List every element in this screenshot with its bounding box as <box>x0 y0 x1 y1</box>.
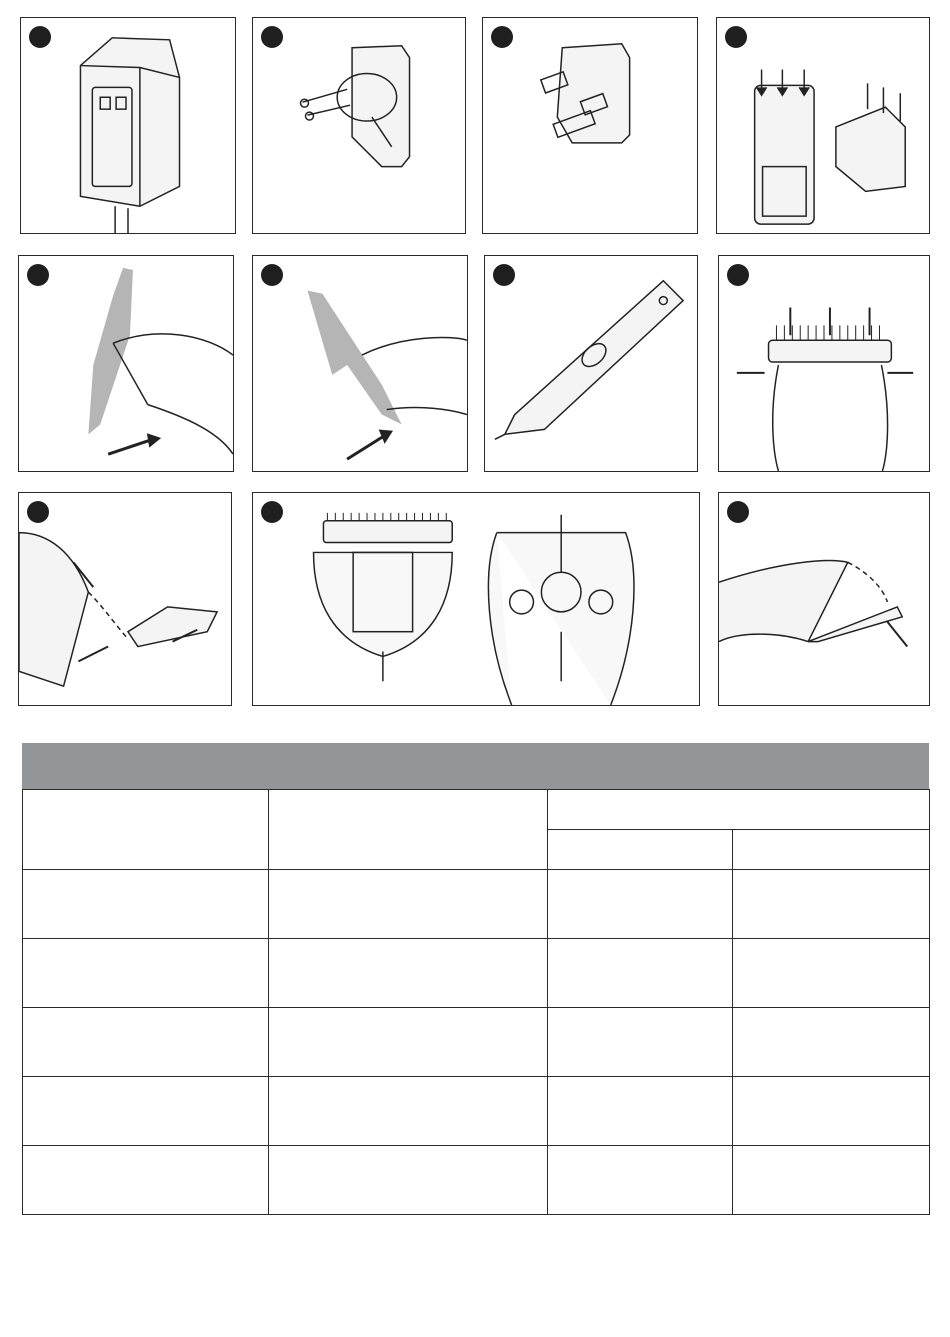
spec-table <box>22 789 930 1215</box>
table-cell <box>733 1077 930 1146</box>
table-row <box>23 1077 930 1146</box>
figure-panel-11 <box>718 492 930 706</box>
table-cell <box>733 830 930 870</box>
table-row <box>23 870 930 939</box>
trimmer-body-icon <box>485 256 697 471</box>
table-cell <box>23 939 269 1008</box>
figure-panel-5 <box>18 255 234 472</box>
table-cell <box>733 939 930 1008</box>
figure-panel-6 <box>252 255 468 472</box>
figure-panel-10 <box>252 492 700 706</box>
table-cell <box>548 1008 733 1077</box>
table-cell <box>23 1146 269 1215</box>
figure-panel-3 <box>482 17 698 234</box>
table-cell <box>548 790 930 830</box>
table-row <box>23 1146 930 1215</box>
table-cell <box>269 790 548 870</box>
blade-reattach-icon <box>719 493 929 705</box>
table-cell <box>733 870 930 939</box>
figure-panel-1 <box>20 17 236 234</box>
table-cell <box>269 1008 548 1077</box>
blade-detach-icon <box>19 493 231 705</box>
table-cell <box>733 1008 930 1077</box>
table-cell <box>269 1146 548 1215</box>
comb-slide-on-icon <box>19 256 233 471</box>
table-cell <box>548 830 733 870</box>
eu-plug-icon <box>253 18 465 233</box>
uk-plug-icon <box>483 18 697 233</box>
table-cell <box>23 870 269 939</box>
table-cell <box>548 939 733 1008</box>
table-cell <box>23 1008 269 1077</box>
figure-panel-7 <box>484 255 698 472</box>
blade-mechanism-icon <box>253 493 699 705</box>
figure-panel-4 <box>716 17 930 234</box>
blade-release-icon <box>719 256 929 471</box>
table-cell <box>269 939 548 1008</box>
table-header-bar <box>22 743 929 789</box>
comb-remove-icon <box>253 256 467 471</box>
table-row <box>23 1008 930 1077</box>
table-cell <box>548 1146 733 1215</box>
table-cell <box>23 1077 269 1146</box>
power-adapter-icon <box>21 18 235 233</box>
figure-panel-2 <box>252 17 466 234</box>
figure-panel-9 <box>18 492 232 706</box>
table-cell <box>548 870 733 939</box>
table-cell <box>269 1077 548 1146</box>
adapter-removal-icon <box>717 18 929 233</box>
table-cell <box>733 1146 930 1215</box>
table-cell <box>548 1077 733 1146</box>
table-cell <box>269 870 548 939</box>
figure-panel-8 <box>718 255 930 472</box>
table-row <box>23 939 930 1008</box>
table-cell <box>23 790 269 870</box>
